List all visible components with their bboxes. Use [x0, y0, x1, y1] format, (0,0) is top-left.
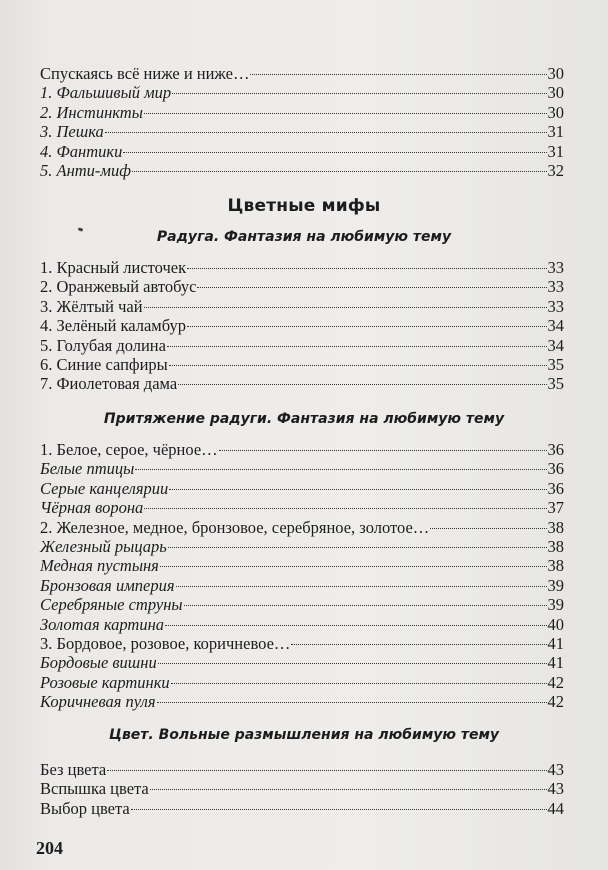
toc-entry-title: 3. Жёлтый чай	[40, 296, 143, 316]
toc-entry-title: Серебряные струны	[40, 595, 183, 615]
toc-entry-page: 38	[547, 517, 564, 537]
toc-entry	[40, 595, 564, 614]
dot-leader	[158, 663, 547, 664]
part1-heading: Радуга. Фантазия на любимую тему	[156, 229, 452, 245]
toc-entry	[40, 122, 564, 141]
toc-entry-title: 1. Красный листочек	[40, 258, 187, 277]
dot-leader	[150, 789, 547, 790]
toc-entry	[40, 83, 564, 102]
toc-entry-page: 32	[547, 160, 564, 180]
toc-entry-page: 33	[547, 258, 564, 277]
toc-entry-page: 30	[547, 64, 564, 83]
toc-entry	[40, 653, 564, 672]
dot-leader	[144, 508, 546, 509]
toc-entry-title: 5. Анти-миф	[40, 160, 131, 180]
toc-entry-title: 2. Оранжевый автобус	[40, 277, 197, 297]
toc-entry-title: Бронзовая империя	[40, 575, 175, 595]
toc-entry-page: 39	[547, 595, 564, 615]
toc-entry-page: 38	[547, 536, 564, 556]
toc-entry-page: 36	[547, 478, 564, 498]
toc-entry-title: Чёрная ворона	[40, 498, 144, 518]
dot-leader	[187, 268, 546, 269]
toc-entry	[40, 258, 564, 277]
dot-leader	[197, 287, 546, 288]
toc-entry	[40, 277, 564, 296]
toc-entry	[40, 799, 564, 818]
toc-entry	[40, 459, 564, 478]
toc-entry	[40, 779, 564, 798]
toc-entry-title: Вспышка цвета	[40, 779, 149, 799]
toc-entry	[40, 615, 564, 634]
toc-entry-page: 42	[547, 672, 564, 692]
dot-leader	[250, 74, 546, 75]
toc-entry	[40, 537, 564, 556]
toc-entry-title: 7. Фиолетовая дама	[40, 374, 178, 394]
dot-leader	[167, 346, 547, 347]
toc-entry-title: Серые канцелярии	[40, 478, 169, 498]
dot-leader	[184, 605, 547, 606]
toc-part3	[40, 760, 564, 818]
dot-leader	[144, 307, 547, 308]
toc-entry-page: 41	[547, 633, 564, 653]
part2-heading: Притяжение радуги. Фантазия на любимую тему	[103, 411, 505, 427]
toc-entry-title: 1. Фальшивый мир	[40, 83, 172, 103]
dot-leader	[135, 469, 546, 470]
toc-entry-page: 40	[547, 614, 564, 634]
toc-entry-title: 1. Белое, серое, чёрное…	[40, 440, 218, 459]
dot-leader	[105, 132, 547, 133]
toc-entry-title: 5. Голубая долина	[40, 335, 166, 355]
dot-leader	[165, 625, 546, 626]
toc-entry-page: 38	[547, 556, 564, 576]
toc-entry	[40, 498, 564, 517]
toc-entry-title: Золотая картина	[40, 614, 165, 634]
toc-entry	[40, 576, 564, 595]
toc-entry-title: 6. Синие сапфиры	[40, 354, 168, 374]
toc-entry	[40, 518, 564, 537]
dot-leader	[132, 171, 547, 172]
toc-entry-page: 36	[547, 459, 564, 479]
dot-leader	[430, 528, 546, 529]
dot-leader	[291, 644, 546, 645]
dot-leader	[160, 566, 547, 567]
toc-entry-title: Железный рыцарь	[40, 536, 167, 556]
toc-entry-page: 30	[547, 83, 564, 103]
main-heading: Цветные мифы	[227, 196, 381, 216]
toc-entry-page: 33	[547, 277, 564, 297]
page-number: 204	[36, 838, 63, 858]
toc-entry-page: 30	[547, 102, 564, 122]
toc-entry	[40, 673, 564, 692]
toc-entry-title: 4. Фантики	[40, 141, 123, 161]
toc-entry-page: 34	[547, 335, 564, 355]
toc-entry-title: 4. Зелёный каламбур	[40, 316, 187, 336]
dot-leader	[219, 450, 547, 451]
dot-leader	[169, 365, 547, 366]
toc-entry	[40, 556, 564, 575]
dot-leader	[178, 384, 546, 385]
toc-entry-title: Выбор цвета	[40, 798, 130, 818]
toc-entry-page: 43	[547, 779, 564, 799]
toc-entry	[40, 64, 564, 83]
dot-leader	[157, 702, 547, 703]
dot-leader	[168, 547, 547, 548]
toc-entry-title: Коричневая пуля	[40, 692, 156, 712]
toc-entry-page: 37	[547, 498, 564, 518]
toc-entry	[40, 297, 564, 316]
toc-entry-page: 35	[547, 354, 564, 374]
toc-entry	[40, 103, 564, 122]
toc-entry-page: 42	[547, 692, 564, 712]
part3-heading: Цвет. Вольные размышления на любимую тему	[108, 727, 500, 743]
toc-entry-page: 34	[547, 316, 564, 336]
dot-leader	[144, 113, 547, 114]
toc-entry-page: 44	[547, 798, 564, 818]
dot-leader	[123, 152, 546, 153]
toc-entry-title: 3. Бордовое, розовое, коричневое…	[40, 633, 291, 653]
toc-entry	[40, 161, 564, 180]
toc-entry-title: Без цвета	[40, 760, 107, 779]
toc-entry	[40, 634, 564, 653]
toc-entry	[40, 316, 564, 335]
dot-leader	[131, 809, 547, 810]
toc-entry-title: Спускаясь всё ниже и ниже…	[40, 64, 250, 83]
toc-section-intro	[40, 64, 564, 180]
toc-entry	[40, 479, 564, 498]
toc-entry-title: Медная пустыня	[40, 556, 159, 576]
toc-entry-title: Белые птицы	[40, 459, 135, 479]
toc-entry-page: 33	[547, 296, 564, 316]
toc-entry-page: 36	[547, 440, 564, 459]
toc-entry	[40, 142, 564, 161]
dot-leader	[169, 489, 546, 490]
toc-entry-title: Розовые картинки	[40, 672, 170, 692]
toc-entry-title: Бордовые вишни	[40, 653, 157, 673]
toc-entry-page: 35	[547, 374, 564, 394]
dot-leader	[171, 683, 547, 684]
toc-entry-page: 39	[547, 575, 564, 595]
toc-entry-page: 31	[547, 122, 564, 142]
toc-entry	[40, 440, 564, 459]
toc-entry	[40, 355, 564, 374]
toc-entry-title: 2. Инстинкты	[40, 102, 143, 122]
toc-entry	[40, 760, 564, 779]
toc-entry	[40, 374, 564, 393]
toc-entry	[40, 336, 564, 355]
toc-entry-title: 3. Пешка	[40, 122, 104, 142]
dot-leader	[176, 586, 547, 587]
toc-entry-page: 43	[547, 760, 564, 779]
toc-entry-page: 31	[547, 141, 564, 161]
toc-part1	[40, 258, 564, 394]
dot-leader	[187, 326, 546, 327]
toc-entry-page: 41	[547, 653, 564, 673]
dot-leader	[107, 770, 546, 771]
toc-entry-title: 2. Железное, медное, бронзовое, серебряное, золотое…	[40, 517, 430, 537]
dot-leader	[172, 93, 546, 94]
toc-part2	[40, 440, 564, 711]
toc-entry	[40, 692, 564, 711]
